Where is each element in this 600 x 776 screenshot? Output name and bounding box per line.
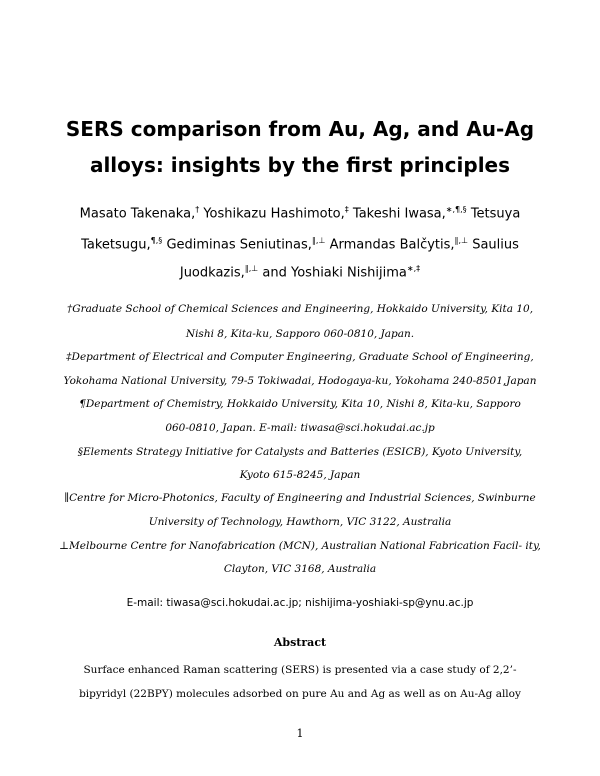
author-mark: ∥,⊥	[311, 236, 326, 245]
author-mark: ¶,§	[150, 236, 163, 245]
paper-title-line-2: alloys: insights by the first principles	[89, 153, 511, 177]
affiliation-6-line-2: Clayton, VIC 3168, Australia	[223, 563, 377, 575]
affiliation-1-line-2: Nishi 8, Kita-ku, Sapporo 060-0810, Japan.	[185, 328, 415, 340]
affiliation-6-line-1: ⊥Melbourne Centre for Nanofabrication (MCN), Australian National Fabrication Facil- ity,	[59, 540, 541, 552]
author-line-3	[40, 264, 560, 280]
affiliation-3-line-1: ¶Department of Chemistry, Hokkaido University, Kita 10, Nishi 8, Kita-ku, Sapporo	[79, 398, 521, 410]
author-name: Armandas Balčytis,	[329, 237, 455, 253]
affiliation-5-line-1: ∥Centre for Micro-Photonics, Faculty of Engineering and Industrial Sciences, Swinburne	[64, 492, 536, 504]
abstract-line-1: Surface enhanced Raman scattering (SERS) is presented via a case study of 2,2’-	[83, 664, 517, 676]
author-name: Saulius	[472, 237, 519, 253]
author-name: Takeshi Iwasa,	[352, 206, 446, 222]
author-conjunction: and	[262, 265, 287, 281]
affiliation-3-line-2: 060-0810, Japan. E-mail: tiwasa@sci.hokudai.ac.jp	[165, 422, 435, 434]
abstract-heading: Abstract	[273, 636, 327, 649]
author-name: Yoshikazu Hashimoto,	[203, 206, 345, 222]
paper-title-line-1: SERS comparison from Au, Ag, and Au-Ag	[65, 117, 535, 141]
affiliation-2-line-1: ‡Department of Electrical and Computer Engineering, Graduate School of Engineering,	[66, 351, 534, 363]
author-mark: ‡	[344, 205, 349, 214]
author-line-2	[40, 236, 560, 252]
author-mark: ∗,¶,§	[445, 205, 467, 214]
author-name: Taketsugu,	[81, 237, 151, 253]
author-name: Masato Takenaka,	[79, 206, 196, 222]
author-name: Tetsuya	[470, 206, 521, 222]
author-line-1	[40, 205, 560, 221]
author-mark: ∗,‡	[406, 264, 421, 273]
author-name: Yoshiaki Nishijima	[291, 265, 407, 281]
contact-email: E-mail: tiwasa@sci.hokudai.ac.jp; nishijima-yoshiaki-sp@ynu.ac.jp	[126, 597, 474, 609]
author-mark: ∥,⊥	[454, 236, 469, 245]
abstract-line-2: bipyridyl (22BPY) molecules adsorbed on pure Au and Ag as well as on Au-Ag alloy	[79, 688, 521, 700]
author-mark: †	[195, 205, 200, 214]
affiliation-5-line-2: University of Technology, Hawthorn, VIC 3122, Australia	[148, 516, 452, 528]
author-name: Juodkazis,	[179, 265, 245, 281]
affiliation-2-line-2: Yokohama National University, 79-5 Tokiwadai, Hodogaya-ku, Yokohama 240-8501,Japan	[63, 375, 537, 387]
affiliation-4-line-1: §Elements Strategy Initiative for Catalysts and Batteries (ESICB), Kyoto University,	[77, 446, 523, 458]
affiliation-1-line-1: †Graduate School of Chemical Sciences and Engineering, Hokkaido University, Kita 10,	[66, 303, 534, 315]
author-name: Gediminas Seniutinas,	[166, 237, 312, 253]
affiliation-4-line-2: Kyoto 615-8245, Japan	[239, 469, 361, 481]
page-number: 1	[296, 727, 304, 740]
author-mark: ∥,⊥	[244, 264, 259, 273]
